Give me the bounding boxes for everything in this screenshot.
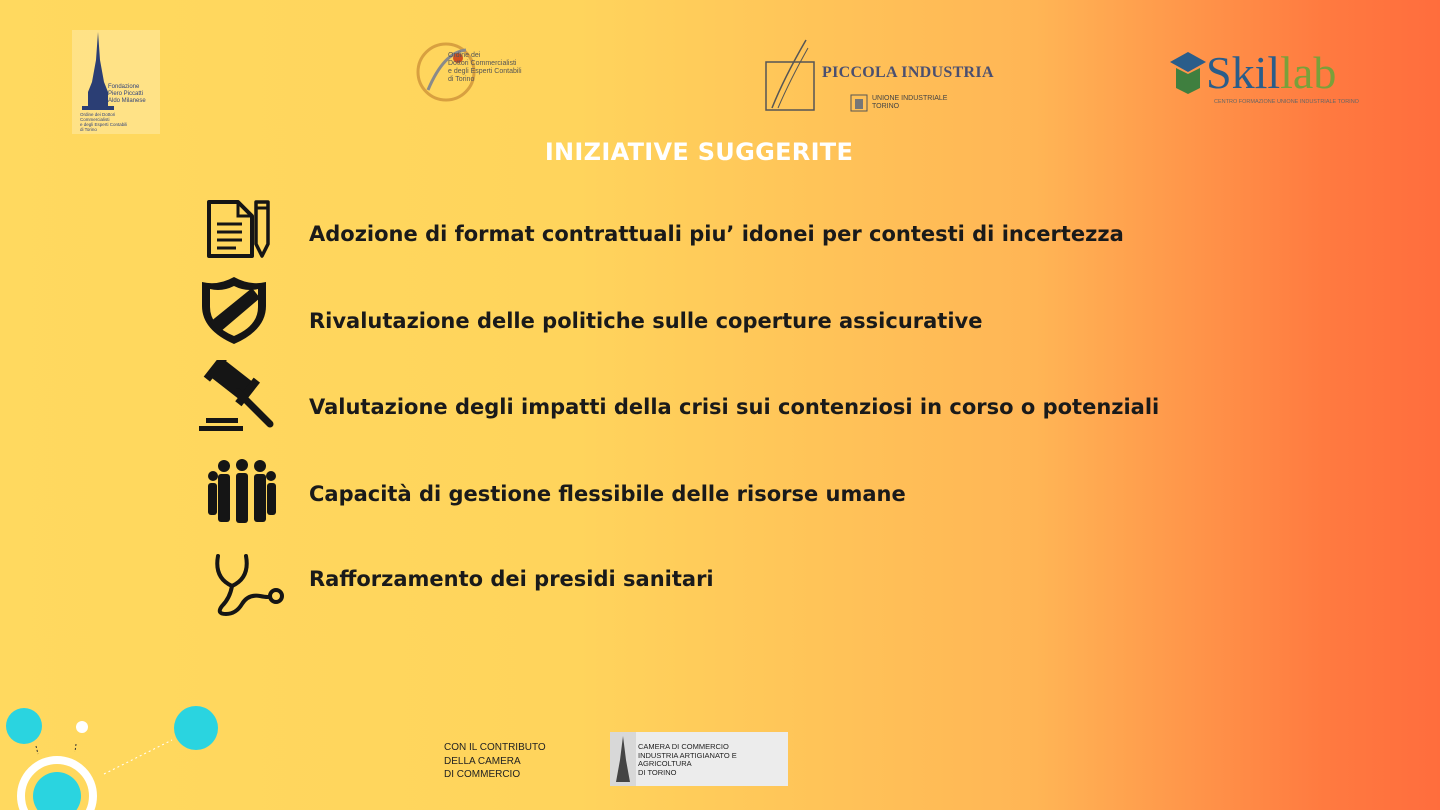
unione-line: TORINO <box>872 103 900 110</box>
piccola-industria-emblem-icon <box>764 38 818 114</box>
ordine-line: Dottori Commercialisti <box>448 60 517 67</box>
ordine-line: di Torino <box>448 76 475 83</box>
stethoscope-icon <box>212 552 292 618</box>
item-text-health: Rafforzamento dei presidi sanitari <box>309 567 714 591</box>
footer-contributo-line: DELLA CAMERA <box>444 755 521 767</box>
fondazione-sub: Commercialisti <box>80 117 110 122</box>
item-text-litigation: Valutazione degli impatti della crisi sui contenziosi in corso o potenziali <box>309 395 1160 419</box>
camera-commercio-logo <box>610 732 788 786</box>
decorative-circles <box>0 700 240 810</box>
fondazione-logo <box>72 30 160 134</box>
unione-line: UNIONE INDUSTRIALE <box>872 95 948 102</box>
footer-contributo-line: CON IL CONTRIBUTO <box>444 742 546 753</box>
piccola-industria-logo <box>764 38 1004 114</box>
fondazione-sub: di Torino <box>80 127 97 132</box>
camera-line: CAMERA DI COMMERCIO <box>638 742 729 751</box>
skillab-subtitle: CENTRO FORMAZIONE UNIONE INDUSTRIALE TORINO <box>1214 99 1359 105</box>
item-text-human-resources: Capacità di gestione flessibile delle risorse umane <box>309 482 906 506</box>
camera-line: DI TORINO <box>638 767 677 777</box>
gavel-icon <box>196 360 276 432</box>
ordine-logo <box>414 42 534 104</box>
people-group-icon <box>204 458 280 524</box>
item-text-contract: Adozione di format contrattuali piu’ idonei per contesti di incertezza <box>309 222 1124 246</box>
fondazione-sub: e degli Esperti Contabili <box>80 122 128 127</box>
fondazione-line: Fondazione <box>108 84 140 90</box>
ordine-line: Ordine dei <box>448 52 481 59</box>
skillab-emblem-icon <box>1166 48 1210 98</box>
fondazione-line: Piero Piccatti <box>108 91 144 97</box>
skillab-name-part-a: Skil <box>1206 47 1281 98</box>
unione-emblem-icon <box>850 94 868 112</box>
fondazione-line: Aldo Milanese <box>108 98 146 104</box>
ordine-line: e degli Esperti Contabili <box>448 68 522 75</box>
skillab-name-part-b: lab <box>1280 47 1337 98</box>
camera-line: INDUSTRIA ARTIGIANATO E AGRICOLTURA <box>638 750 737 768</box>
shield-icon <box>200 274 272 348</box>
fondazione-sub: Ordine dei Dottori <box>80 112 116 117</box>
piccola-industria-name: PICCOLA INDUSTRIA <box>822 64 994 81</box>
footer-contributo-line: DI COMMERCIO <box>444 769 521 780</box>
page-title: INIZIATIVE SUGGERITE <box>544 138 854 166</box>
item-text-insurance: Rivalutazione delle politiche sulle coperture assicurative <box>309 309 983 333</box>
skillab-logo <box>1166 48 1366 112</box>
contract-document-pen-icon <box>204 198 276 260</box>
camera-emblem-icon <box>610 732 636 786</box>
